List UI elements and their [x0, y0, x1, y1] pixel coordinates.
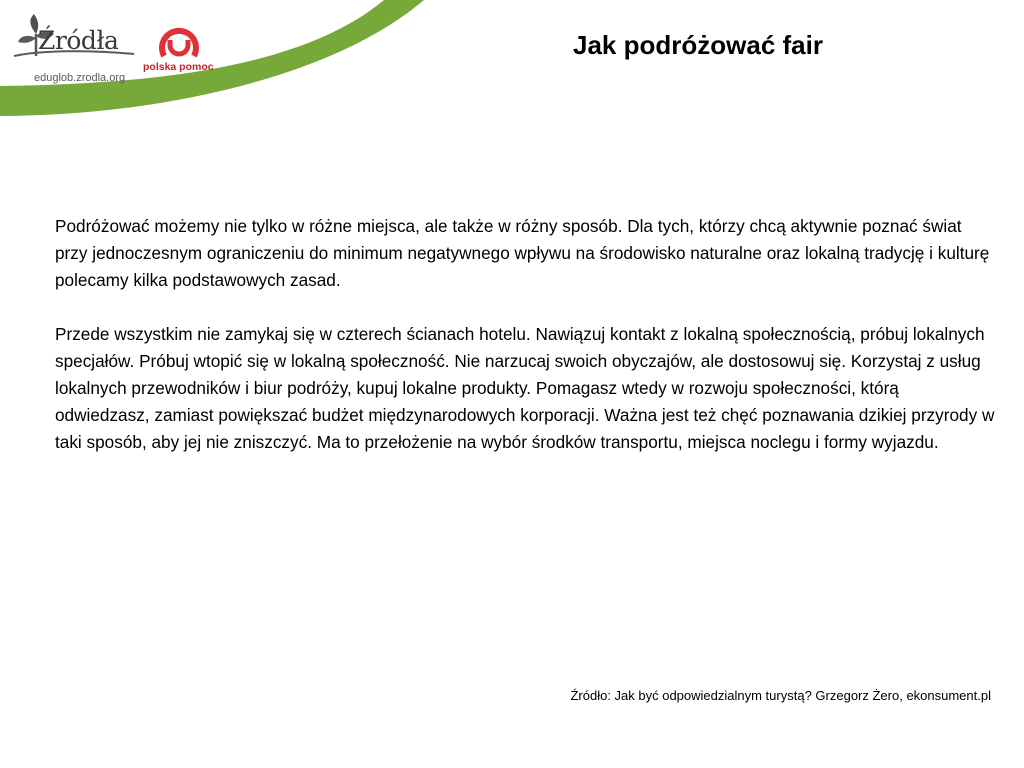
polska-pomoc-logo	[143, 22, 223, 78]
polska-pomoc-icon	[155, 22, 203, 60]
polska-pomoc-text: polska pomoc	[143, 61, 214, 73]
logo-url-text: eduglob.zrodla.org	[34, 72, 126, 84]
body-paragraph-1: Podróżować możemy nie tylko w różne miejsca, ale także w różny sposób. Dla tych, którzy chcą aktywnie poznać świat przy jednoczesnym ograniczeniu do minimum negatywnego wpływu na środowisko naturalne oraz lokalną tradycję i kulturę polecamy kilka podstawowych zasad.	[55, 216, 990, 290]
zrodla-logo-text: Źródła	[38, 26, 119, 55]
slide-title: Jak podróżować fair	[573, 30, 823, 60]
slide-body	[55, 213, 995, 483]
zrodla-logo	[12, 12, 142, 84]
body-paragraph-2: Przede wszystkim nie zamykaj się w czterech ścianach hotelu. Nawiązuj kontakt z lokalną społecznością, próbuj lokalnych specjałów. Próbuj wtopić się w lokalną społeczność. Nie narzucaj swoich obyczajów, ale dostosowuj się. Korzystaj z usług lokalnych przewodników i biur podróży, kupuj lokalne produkty. Pomagasz wtedy w rozwoju społeczności, którą odwiedzasz, zamiast powiększać budżet międzynarodowych korporacji. Ważna jest też chęć poznawania dzikiej przyrody w taki sposób, aby jej nie zniszczyć. Ma to przełożenie na wybór środków transportu, miejsca noclegu i formy wyjazdu.	[55, 324, 995, 452]
source-citation: Źródło: Jak być odpowiedzialnym turystą? Grzegorz Żero, ekonsument.pl	[570, 688, 991, 703]
